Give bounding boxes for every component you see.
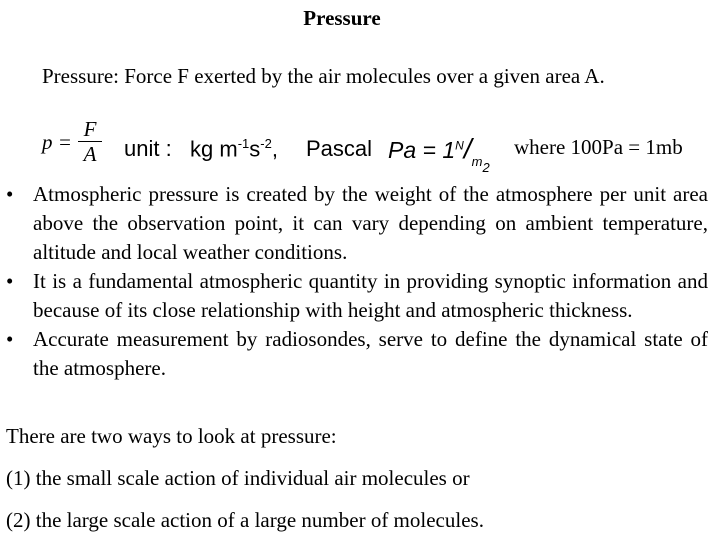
list-item: • Accurate measurement by radiosondes, serve to define the dynamical state of the atmosphere. bbox=[6, 327, 708, 380]
way-one: (1) the small scale action of individual air molecules or bbox=[6, 466, 470, 490]
way-two: (2) the large scale action of a large number of molecules. bbox=[6, 508, 484, 532]
pressure-definition: Pressure: Force F exerted by the air molecules over a given area A. bbox=[42, 64, 605, 88]
conversion-note: where 100Pa = 1mb bbox=[514, 135, 683, 159]
pascal-label: Pascal bbox=[306, 136, 373, 161]
unit-label: unit : bbox=[124, 136, 172, 161]
pascal-definition: $Pa = 1^N/_{m2}$ bbox=[388, 133, 490, 175]
unit-value: kg $m^{-1}s^{-2}$, bbox=[190, 136, 278, 162]
bullet-icon: • bbox=[6, 269, 14, 293]
bullet-icon: • bbox=[6, 182, 14, 206]
bullet-list bbox=[6, 180, 708, 383]
formula-numerator: F bbox=[83, 117, 97, 141]
formula-denominator: A bbox=[83, 142, 97, 166]
page-title: Pressure bbox=[303, 6, 381, 30]
list-item: • Atmospheric pressure is created by the weight of the atmosphere per unit area above the observation point, it can vary depending on ambient temperature, altitude and local weather conditions. bbox=[6, 182, 708, 264]
bullet-icon: • bbox=[6, 327, 14, 351]
pressure-formula bbox=[0, 116, 720, 175]
ways-intro: There are two ways to look at pressure: bbox=[6, 424, 337, 448]
formula-fraction bbox=[78, 118, 102, 165]
formula-lhs: p = bbox=[42, 130, 72, 154]
list-item: • It is a fundamental atmospheric quantity in providing synoptic information and because of its close relationship with height and atmospheric thickness. bbox=[6, 269, 708, 322]
